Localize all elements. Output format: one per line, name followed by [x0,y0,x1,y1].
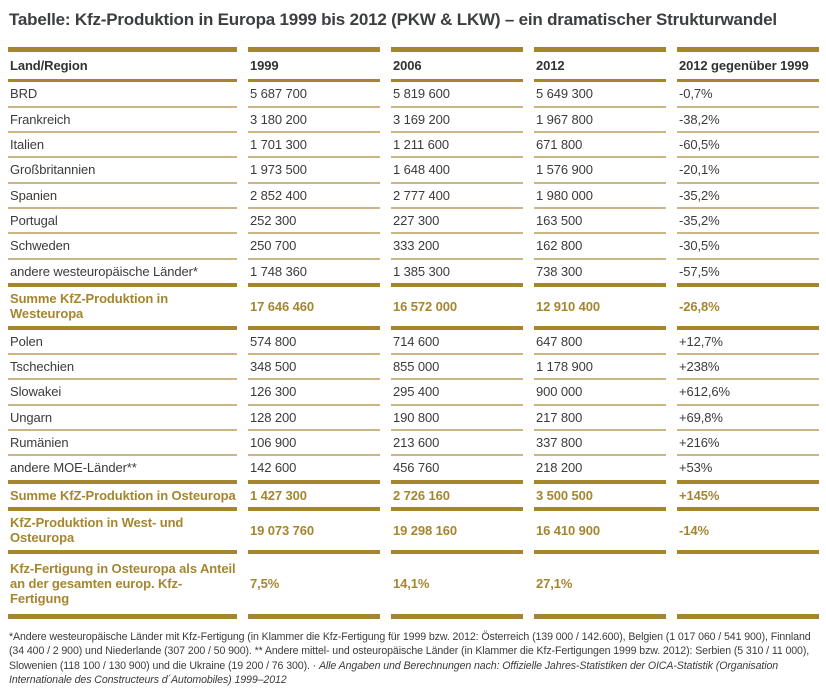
table-row [8,82,819,107]
row-label: andere MOE-Länder** [8,456,237,483]
row-value: +69,8% [677,406,819,431]
row-value: 5 649 300 [534,82,666,107]
row-value: +53% [677,456,819,483]
row-label: Italien [8,133,237,158]
row-label: Kfz-Fertigung in Osteuropa als Anteil an der gesamten europ. Kfz-Fertigung [8,554,237,619]
row-label: Portugal [8,209,237,234]
row-value [677,554,819,619]
row-value: -60,5% [677,133,819,158]
row-label: BRD [8,82,237,107]
row-value: 2 726 160 [391,484,523,511]
row-value: -57,5% [677,260,819,287]
row-value: 738 300 [534,260,666,287]
row-value: 5 687 700 [248,82,380,107]
table-header [8,47,819,82]
row-value: 217 800 [534,406,666,431]
row-value: -14% [677,511,819,554]
row-value: 1 748 360 [248,260,380,287]
row-value: 190 800 [391,406,523,431]
column-header-delta: 2012 gegenüber 1999 [677,47,819,82]
row-value: 1 576 900 [534,158,666,183]
row-value: 714 600 [391,330,523,355]
row-value: 19 073 760 [248,511,380,554]
row-label: KfZ-Produktion in West- und Osteuropa [8,511,237,554]
column-header-land-region: Land/Region [8,47,237,82]
table-row [8,355,819,380]
row-label: Ungarn [8,406,237,431]
column-header-2012: 2012 [534,47,666,82]
row-value: 3 169 200 [391,108,523,133]
table-row [8,330,819,355]
row-value: 1 211 600 [391,133,523,158]
table-row [8,133,819,158]
table-row [8,234,819,259]
row-value: 295 400 [391,380,523,405]
table-row [8,184,819,209]
row-value: -30,5% [677,234,819,259]
row-value: 1 427 300 [248,484,380,511]
row-value: 12 910 400 [534,287,666,330]
row-value: 250 700 [248,234,380,259]
row-value: 348 500 [248,355,380,380]
row-value: 14,1% [391,554,523,619]
row-value: 2 852 400 [248,184,380,209]
row-value: 106 900 [248,431,380,456]
row-value: 1 178 900 [534,355,666,380]
row-label: Schweden [8,234,237,259]
row-value: +612,6% [677,380,819,405]
row-value: 1 385 300 [391,260,523,287]
row-value: 213 600 [391,431,523,456]
row-value: 218 200 [534,456,666,483]
row-value: -35,2% [677,209,819,234]
row-value: 855 000 [391,355,523,380]
table-row [8,260,819,287]
row-value: 19 298 160 [391,511,523,554]
row-value: 3 500 500 [534,484,666,511]
header-row [8,47,819,82]
row-value: 163 500 [534,209,666,234]
row-value: 162 800 [534,234,666,259]
row-value: 3 180 200 [248,108,380,133]
row-value: 456 760 [391,456,523,483]
row-value: 2 777 400 [391,184,523,209]
row-value: 1 967 800 [534,108,666,133]
row-value: 252 300 [248,209,380,234]
row-value: -20,1% [677,158,819,183]
footnote-source-credit: Alle Angaben und Berechnungen nach: Offizielle Jahres-Statistiken der OICA-Statistik (Organisation Internationale des Constructeurs d´Automobiles) 1999–2012 [9,659,779,687]
row-label: andere westeuropäische Länder* [8,260,237,287]
row-value: 16 572 000 [391,287,523,330]
table-row [8,209,819,234]
row-value: 5 819 600 [391,82,523,107]
row-value: 1 701 300 [248,133,380,158]
table-row [8,380,819,405]
row-value: +216% [677,431,819,456]
row-label: Summe KfZ-Produktion in Westeuropa [8,287,237,330]
row-label: Tschechien [8,355,237,380]
row-value: -38,2% [677,108,819,133]
row-value: 128 200 [248,406,380,431]
row-value: 337 800 [534,431,666,456]
row-label: Großbritannien [8,158,237,183]
row-value: +12,7% [677,330,819,355]
footnote-regular-text: *Andere westeuropäische Länder mit Kfz-Fertigung (in Klammer die Kfz-Fertigung für 1999 bzw. 2012: Österreich (139 000 / 142.600), Belgien (1 017 060 / 541 900), Finnland (34 400 / 2 900) und Niederlande (307 200 / 50 900). ** Andere mittel- und osteuropäische Länder (in Klammer die Kfz-Fertigungen 1999 bzw. 2012): Serbien (5 310 / 11 000), Slowenien (118 100 / 130 900) und die Ukraine (19 200 / 76 300). · [9,630,811,672]
row-value: -35,2% [677,184,819,209]
table-row [8,456,819,483]
row-value: +145% [677,484,819,511]
row-value: 17 646 460 [248,287,380,330]
column-header-2006: 2006 [391,47,523,82]
table-row [8,406,819,431]
table-body [8,82,819,618]
row-value: +238% [677,355,819,380]
row-label: Slowakei [8,380,237,405]
row-value: 142 600 [248,456,380,483]
row-label: Spanien [8,184,237,209]
row-label: Frankreich [8,108,237,133]
row-label: Rumänien [8,431,237,456]
row-value: 900 000 [534,380,666,405]
row-value: 1 648 400 [391,158,523,183]
table-title: Tabelle: Kfz-Produktion in Europa 1999 bis 2012 (PKW & LKW) – ein dramatischer Strukturwandel [9,10,777,29]
row-value: 1 973 500 [248,158,380,183]
table-row [8,158,819,183]
row-value: 574 800 [248,330,380,355]
row-value: -0,7% [677,82,819,107]
row-value: 1 980 000 [534,184,666,209]
production-table-wrapper [8,47,826,619]
table-row [8,554,819,619]
column-header-1999: 1999 [248,47,380,82]
production-table [8,47,826,619]
row-value: 27,1% [534,554,666,619]
row-value: 333 200 [391,234,523,259]
table-row [8,511,819,554]
row-value: 16 410 900 [534,511,666,554]
row-label: Polen [8,330,237,355]
row-value: 227 300 [391,209,523,234]
row-value: -26,8% [677,287,819,330]
table-row [8,108,819,133]
row-value: 126 300 [248,380,380,405]
row-value: 647 800 [534,330,666,355]
table-row [8,484,819,511]
row-value: 671 800 [534,133,666,158]
table-row [8,287,819,330]
footnote [9,630,821,688]
table-row [8,431,819,456]
row-label: Summe KfZ-Produktion in Osteuropa [8,484,237,511]
row-value: 7,5% [248,554,380,619]
